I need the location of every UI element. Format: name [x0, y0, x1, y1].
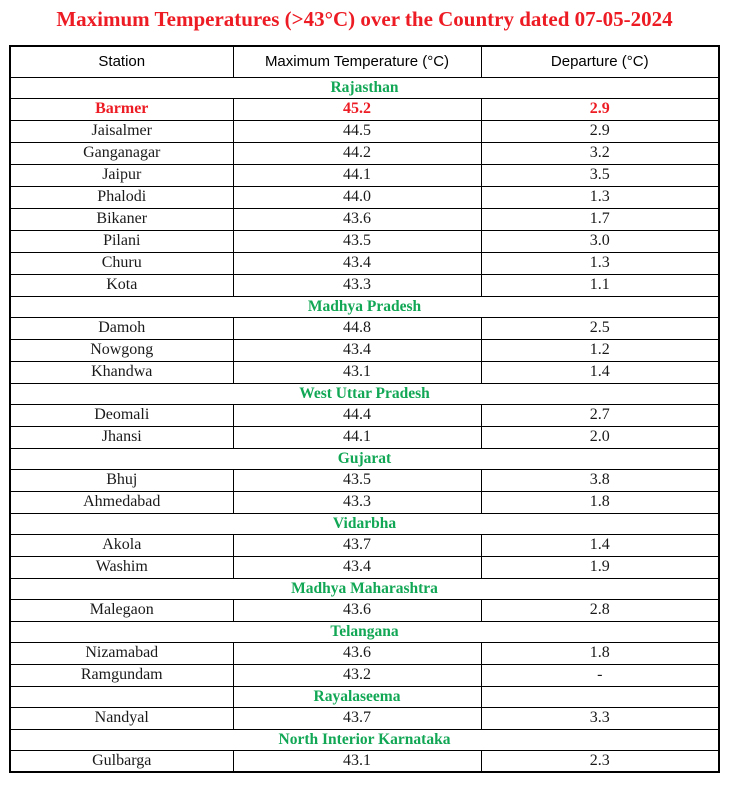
- region-header-row: [10, 513, 719, 534]
- station-name: Kota: [10, 274, 233, 296]
- station-name: Nandyal: [10, 707, 233, 729]
- region-name: Telangana: [10, 621, 719, 642]
- max-temperature-value: 43.7: [233, 534, 481, 556]
- max-temperature-value: 44.8: [233, 317, 481, 339]
- departure-value: 3.8: [481, 469, 719, 491]
- region-header-row: [10, 448, 719, 469]
- max-temperature-value: 43.4: [233, 556, 481, 578]
- max-temperature-value: 43.4: [233, 339, 481, 361]
- max-temperature-table: [9, 45, 720, 773]
- page-title: Maximum Temperatures (>43°C) over the Country dated 07-05-2024: [56, 7, 673, 31]
- region-name: Rayalaseema: [233, 686, 481, 707]
- departure-value: 1.2: [481, 339, 719, 361]
- station-row: [10, 750, 719, 772]
- departure-value: 2.0: [481, 426, 719, 448]
- region-header-row: [10, 729, 719, 750]
- region-header-row: [10, 383, 719, 404]
- station-name: Malegaon: [10, 599, 233, 621]
- max-temperature-value: 43.7: [233, 707, 481, 729]
- departure-value: 2.5: [481, 317, 719, 339]
- region-name: North Interior Karnataka: [10, 729, 719, 750]
- station-row: [10, 426, 719, 448]
- station-name: Akola: [10, 534, 233, 556]
- station-row: [10, 339, 719, 361]
- departure-value: 1.1: [481, 274, 719, 296]
- region-header-row: [10, 296, 719, 317]
- max-temperature-value: 43.6: [233, 599, 481, 621]
- departure-value: 1.3: [481, 186, 719, 208]
- region-name: Madhya Maharashtra: [10, 578, 719, 599]
- departure-value: 1.4: [481, 534, 719, 556]
- station-row: [10, 707, 719, 729]
- station-row: [10, 120, 719, 142]
- departure-value: 3.5: [481, 164, 719, 186]
- max-temperature-value: 43.5: [233, 469, 481, 491]
- max-temperature-value: 44.1: [233, 164, 481, 186]
- region-header-row: [10, 621, 719, 642]
- station-name: Damoh: [10, 317, 233, 339]
- departure-value: 2.7: [481, 404, 719, 426]
- max-temperature-value: 44.1: [233, 426, 481, 448]
- max-temperature-value: 44.0: [233, 186, 481, 208]
- departure-value: 2.9: [481, 120, 719, 142]
- station-name: Phalodi: [10, 186, 233, 208]
- station-name: Bhuj: [10, 469, 233, 491]
- station-row: [10, 317, 719, 339]
- max-temperature-value: 43.5: [233, 230, 481, 252]
- region-header-empty-cell: [10, 686, 233, 707]
- station-row: [10, 98, 719, 120]
- station-row: [10, 556, 719, 578]
- station-name: Ganganagar: [10, 142, 233, 164]
- max-temperature-value: 43.4: [233, 252, 481, 274]
- departure-value: 3.2: [481, 142, 719, 164]
- station-name: Barmer: [10, 98, 233, 120]
- region-header-row: [10, 77, 719, 98]
- column-header-departure: Departure (°C): [481, 46, 719, 77]
- column-header-station: Station: [10, 46, 233, 77]
- max-temperature-value: 43.3: [233, 491, 481, 513]
- station-row: [10, 642, 719, 664]
- region-name: West Uttar Pradesh: [10, 383, 719, 404]
- region-name: Vidarbha: [10, 513, 719, 534]
- max-temperature-value: 43.6: [233, 208, 481, 230]
- station-row: [10, 361, 719, 383]
- station-name: Jhansi: [10, 426, 233, 448]
- max-temperature-value: 43.3: [233, 274, 481, 296]
- station-row: [10, 491, 719, 513]
- departure-value: 3.3: [481, 707, 719, 729]
- station-name: Jaipur: [10, 164, 233, 186]
- max-temperature-value: 44.4: [233, 404, 481, 426]
- station-row: [10, 252, 719, 274]
- station-row: [10, 469, 719, 491]
- departure-value: 1.3: [481, 252, 719, 274]
- departure-value: 2.9: [481, 98, 719, 120]
- region-name: Madhya Pradesh: [10, 296, 719, 317]
- region-name: Gujarat: [10, 448, 719, 469]
- station-row: [10, 274, 719, 296]
- station-row: [10, 534, 719, 556]
- departure-value: -: [481, 664, 719, 686]
- station-name: Jaisalmer: [10, 120, 233, 142]
- region-header-row: [10, 578, 719, 599]
- departure-value: 1.7: [481, 208, 719, 230]
- departure-value: 1.4: [481, 361, 719, 383]
- station-row: [10, 208, 719, 230]
- station-name: Nizamabad: [10, 642, 233, 664]
- region-header-empty-cell: [481, 686, 719, 707]
- station-row: [10, 664, 719, 686]
- station-row: [10, 230, 719, 252]
- departure-value: 2.3: [481, 750, 719, 772]
- table-body: [10, 77, 719, 772]
- station-row: [10, 164, 719, 186]
- departure-value: 1.9: [481, 556, 719, 578]
- max-temperature-value: 43.2: [233, 664, 481, 686]
- departure-value: 1.8: [481, 642, 719, 664]
- departure-value: 1.8: [481, 491, 719, 513]
- column-header-max-temperature: Maximum Temperature (°C): [233, 46, 481, 77]
- table-header-row: [10, 46, 719, 77]
- departure-value: 3.0: [481, 230, 719, 252]
- station-name: Deomali: [10, 404, 233, 426]
- station-name: Gulbarga: [10, 750, 233, 772]
- departure-value: 2.8: [481, 599, 719, 621]
- max-temperature-value: 45.2: [233, 98, 481, 120]
- station-name: Washim: [10, 556, 233, 578]
- station-row: [10, 186, 719, 208]
- max-temperature-value: 44.2: [233, 142, 481, 164]
- region-name: Rajasthan: [10, 77, 719, 98]
- station-name: Bikaner: [10, 208, 233, 230]
- max-temperature-value: 43.1: [233, 750, 481, 772]
- region-header-row: [10, 686, 719, 707]
- station-name: Pilani: [10, 230, 233, 252]
- station-name: Ramgundam: [10, 664, 233, 686]
- station-name: Churu: [10, 252, 233, 274]
- station-row: [10, 142, 719, 164]
- max-temperature-value: 43.6: [233, 642, 481, 664]
- max-temperature-value: 44.5: [233, 120, 481, 142]
- station-name: Khandwa: [10, 361, 233, 383]
- station-name: Nowgong: [10, 339, 233, 361]
- station-row: [10, 404, 719, 426]
- station-row: [10, 599, 719, 621]
- max-temperature-value: 43.1: [233, 361, 481, 383]
- station-name: Ahmedabad: [10, 491, 233, 513]
